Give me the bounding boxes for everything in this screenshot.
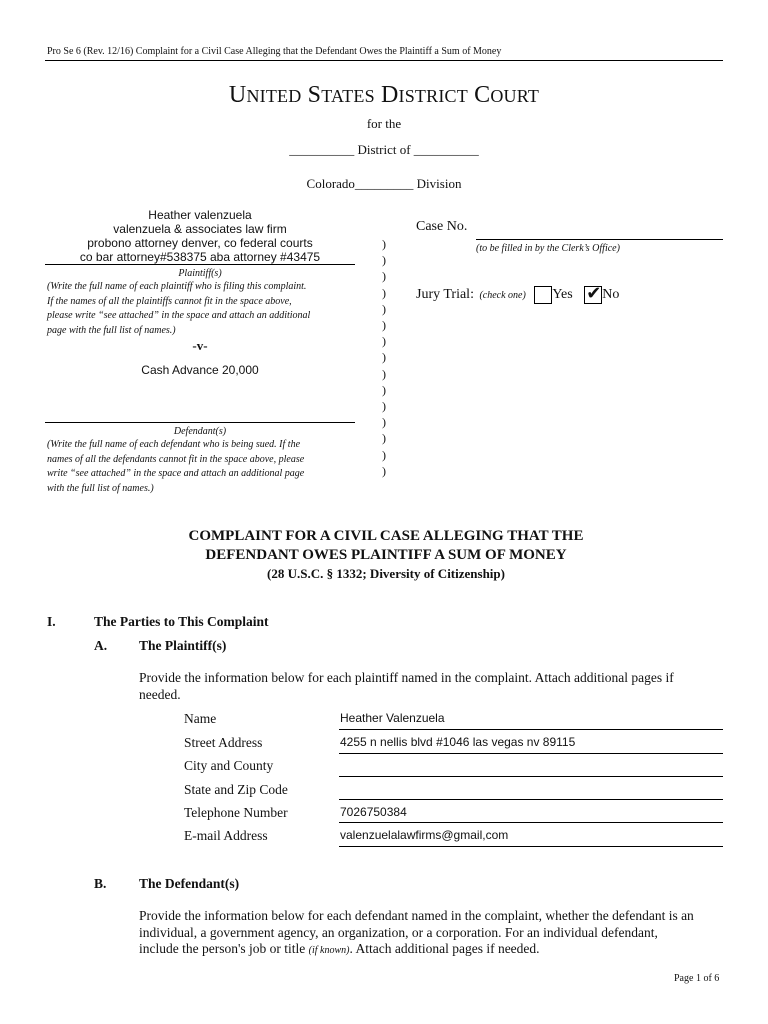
section-title: The Parties to This Complaint [94,614,269,629]
field-label-name: Name [184,711,217,726]
paren: ) [382,382,386,397]
para-line [139,941,734,960]
section-number: I. [47,614,56,629]
field-label-email: E-mail Address [184,828,268,843]
paren-column [382,236,392,479]
complaint-title-line3: (28 U.S.C. § 1332; Diversity of Citizenship) [267,566,505,581]
field-value-email[interactable]: valenzuelalawfirms@gmail,com [340,828,509,842]
subsection-a-number: A. [94,638,108,653]
paren: ) [382,334,386,349]
field-line [339,822,723,823]
paren: ) [382,463,386,478]
defendant-name: Cash Advance 20,000 [141,363,259,377]
case-no-note: (to be filled in by the Clerk’s Office) [476,243,620,254]
defendant-label: Defendant(s) [173,426,227,437]
paren: ) [382,447,386,462]
instruction-line: with the full list of names.) [47,482,154,494]
checkmark-icon: ✔ [586,283,602,304]
plaintiff-label: Plaintiff(s) [178,268,222,279]
field-line [339,846,723,847]
field-label-city: City and County [184,758,274,773]
para-text: include the person's job or title [139,941,306,956]
case-no-label: Case No. [416,219,468,234]
paren: ) [382,415,386,430]
plaintiff-line: co bar attorney#538375 aba attorney #43475 [79,250,321,264]
instruction-line: write “see attached” in the space and attach an additional page [47,468,305,479]
instruction-line: If the names of all the plaintiffs cannot fit in the space above, [47,295,292,307]
jury-yes-label: Yes [552,287,573,303]
paren: ) [382,318,386,333]
field-value-street[interactable]: 4255 n nellis blvd #1046 las vegas nv 89115 [340,735,576,749]
subsection-b-title: The Defendant(s) [139,876,240,891]
header-rule [45,60,723,61]
court-title-letter: D [380,82,399,108]
instruction-line: please write “see attached” in the space and attach an additional [47,310,311,321]
para-line: needed. [139,686,181,702]
jury-yes-checkbox[interactable] [534,286,552,304]
instruction-line: page with the full list of names.) [47,324,176,336]
field-value-name[interactable]: Heather Valenzuela [340,711,445,725]
para-line: Provide the information below for each defendant named in the complaint, whether the defendant is an [139,908,694,923]
paren: ) [382,269,386,284]
division-line: Colorado_________ Division [306,176,462,191]
subsection-a-title: The Plaintiff(s) [139,638,227,653]
para-text: . Attach additional pages if needed. [349,941,540,956]
plaintiff-names [45,208,355,264]
form-header: Pro Se 6 (Rev. 12/16) Complaint for a Civil Case Alleging that the Defendant Owes the Plaintiff a Sum of Money [47,46,502,57]
paren: ) [382,253,386,268]
defendant-rule [45,422,355,423]
plaintiff-line: valenzuela & associates law firm [113,222,287,236]
plaintiff-instructions-para [139,670,729,703]
paren: ) [382,366,386,381]
court-title-letter: C [474,82,491,108]
field-value-phone[interactable]: 7026750384 [340,805,407,819]
field-label-state-zip: State and Zip Code [184,782,288,797]
court-title-word: TATES [321,86,375,106]
jury-no-checkbox[interactable] [584,283,602,304]
district-line: __________ District of __________ [289,142,479,157]
instruction-line: (Write the full name of each plaintiff who is filing this complaint. [47,281,307,292]
plaintiff-line: probono attorney denver, co federal courts [87,236,313,250]
plaintiff-line: Heather valenzuela [148,208,252,222]
field-line [339,799,723,800]
para-note: (if known) [308,945,350,956]
court-title-word: ISTRICT [398,86,468,106]
court-title-letter: S [307,82,322,108]
subsection-b-number: B. [94,876,107,891]
court-title [0,82,768,109]
jury-label: Jury Trial: [416,287,474,303]
paren: ) [382,301,386,316]
paren: ) [382,285,386,300]
case-no-line[interactable] [476,239,723,240]
complaint-title-line1: COMPLAINT FOR A CIVIL CASE ALLEGING THAT THE [188,528,584,544]
field-line [339,776,723,777]
field-label-street: Street Address [184,735,263,750]
plaintiff-rule [45,264,355,265]
para-line: Provide the information below for each plaintiff named in the complaint. Attach additional pages if [139,670,674,685]
for-the: for the [366,116,402,131]
paren: ) [382,350,386,365]
instruction-line: (Write the full name of each defendant who is being sued. If the [47,439,301,450]
field-label-phone: Telephone Number [184,805,288,820]
field-line [339,753,723,754]
court-title-word: OURT [490,86,540,106]
paren: ) [382,237,386,251]
paren: ) [382,399,386,414]
defendant-instructions [47,438,367,496]
instruction-line: names of all the defendants cannot fit in the space above, please [47,453,305,465]
paren: ) [382,431,386,446]
para-line: individual, a government agency, an organization, or a corporation. For an individual defendant, [139,924,658,940]
jury-trial [416,283,620,304]
field-line [339,729,723,730]
court-title-word: NITED [246,86,302,106]
complaint-title-line2: DEFENDANT OWES PLAINTIFF A SUM OF MONEY [205,547,567,563]
plaintiff-instructions [47,280,367,338]
jury-no-label: No [602,287,620,303]
versus: -v- [192,338,208,353]
page-number: Page 1 of 6 [674,973,720,984]
court-title-letter: U [228,82,247,108]
defendant-instructions-para [139,908,734,960]
jury-note: (check one) [479,290,526,302]
